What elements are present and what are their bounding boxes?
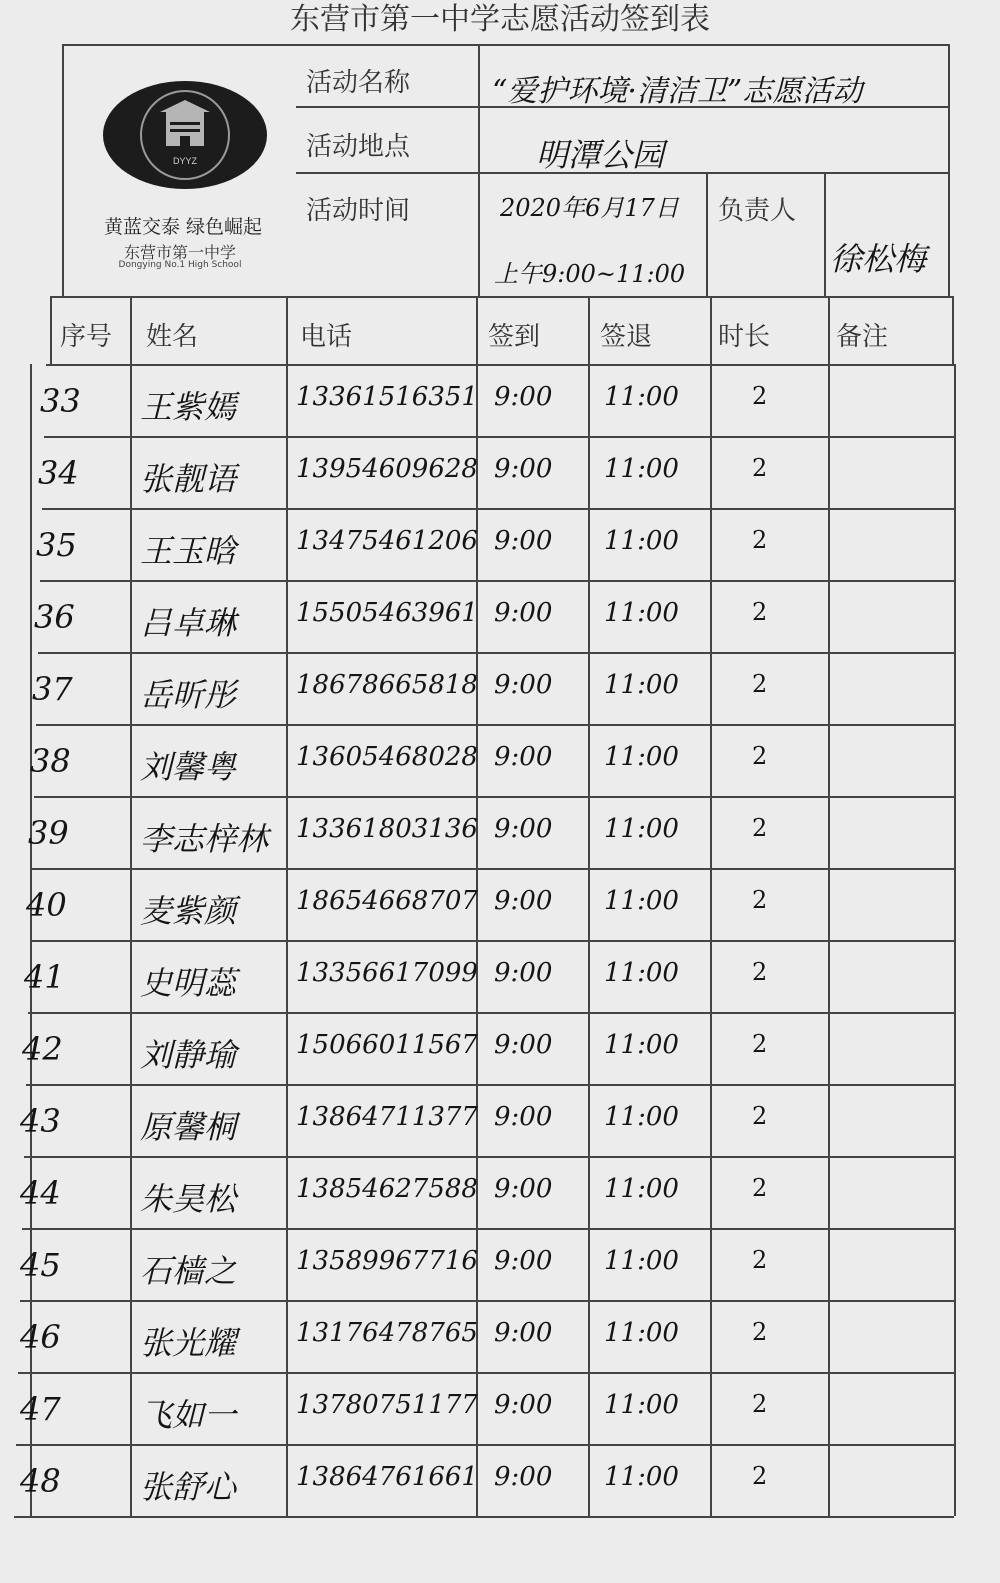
body-col-line (954, 364, 956, 1516)
row-line (44, 436, 954, 438)
header-line-3 (52, 296, 954, 298)
row-number: 34 (38, 454, 79, 492)
col-header-duration: 时长 (718, 322, 771, 352)
row-sign-in: 9:00 (494, 1462, 553, 1492)
row-name: 岳昕彤 (140, 676, 237, 714)
row-duration: 2 (752, 1318, 768, 1346)
row-sign-out: 11:00 (604, 598, 679, 628)
row-name: 飞如一 (140, 1396, 237, 1434)
row-number: 44 (20, 1174, 61, 1212)
row-line (16, 1444, 954, 1446)
col-header-sign-in: 签到 (488, 322, 541, 352)
row-phone: 13954609628 (296, 454, 478, 484)
row-phone: 13780751177 (296, 1390, 478, 1420)
row-sign-out: 11:00 (604, 1102, 679, 1132)
col-header-no: 序号 (60, 322, 113, 352)
row-name: 吕卓琳 (140, 604, 237, 642)
school-motto: 黄蓝交泰 绿色崛起 (103, 216, 263, 238)
row-sign-out: 11:00 (604, 1390, 679, 1420)
row-sign-out: 11:00 (604, 1462, 679, 1492)
row-duration: 2 (752, 1030, 768, 1058)
row-sign-out: 11:00 (604, 526, 679, 556)
row-duration: 2 (752, 1174, 768, 1202)
row-name: 李志梓林 (140, 820, 269, 858)
row-phone: 13864711377 (296, 1102, 478, 1132)
row-line (28, 1012, 954, 1014)
row-name: 王紫嫣 (140, 388, 237, 426)
school-name-en: Dongying No.1 High School (118, 260, 242, 270)
body-col-line (588, 364, 590, 1516)
row-sign-out: 11:00 (604, 670, 679, 700)
time-label: 活动时间 (306, 196, 411, 226)
row-sign-in: 9:00 (494, 1318, 553, 1348)
leader-divider-2 (824, 172, 826, 296)
body-col-line (130, 364, 132, 1516)
row-line (22, 1228, 954, 1230)
row-duration: 2 (752, 814, 768, 842)
leader-label: 负责人 (718, 196, 797, 226)
row-number: 40 (26, 886, 67, 924)
body-col-line (286, 364, 288, 1516)
row-line (40, 580, 954, 582)
row-sign-in: 9:00 (494, 1030, 553, 1060)
row-phone: 13361803136 (296, 814, 478, 844)
row-sign-out: 11:00 (604, 1318, 679, 1348)
row-line (24, 1156, 954, 1158)
leader-value: 徐松梅 (830, 240, 927, 278)
row-duration: 2 (752, 1390, 768, 1418)
row-number: 48 (20, 1462, 61, 1500)
row-sign-in: 9:00 (494, 958, 553, 988)
row-line (26, 1084, 954, 1086)
row-number: 38 (30, 742, 71, 780)
row-sign-out: 11:00 (604, 742, 679, 772)
row-phone: 13589967716 (296, 1246, 478, 1276)
row-number: 37 (32, 670, 73, 708)
row-duration: 2 (752, 598, 768, 626)
row-phone: 13356617099 (296, 958, 478, 988)
row-number: 43 (20, 1102, 61, 1140)
row-sign-in: 9:00 (494, 382, 553, 412)
col-header-name: 姓名 (146, 322, 199, 352)
header-col-line (710, 296, 712, 364)
row-phone: 15066011567 (296, 1030, 478, 1060)
row-duration: 2 (752, 742, 768, 770)
row-number: 46 (20, 1318, 61, 1356)
row-sign-in: 9:00 (494, 1102, 553, 1132)
leader-divider-1 (706, 172, 708, 296)
row-sign-in: 9:00 (494, 670, 553, 700)
row-number: 42 (22, 1030, 63, 1068)
row-sign-in: 9:00 (494, 886, 553, 916)
row-number: 36 (34, 598, 75, 636)
row-name: 张靓语 (140, 460, 237, 498)
page-title: 东营市第一中学志愿活动签到表 (290, 2, 710, 37)
row-duration: 2 (752, 1462, 768, 1490)
time-date: 2020年6月17日 (500, 194, 679, 222)
row-sign-out: 11:00 (604, 382, 679, 412)
row-line (32, 868, 954, 870)
row-phone: 18678665818 (296, 670, 478, 700)
table-right-border-top (948, 44, 950, 296)
row-phone: 15505463961 (296, 598, 478, 628)
row-line (18, 1372, 954, 1374)
activity-name-value: “爱护环境·清洁卫”志愿活动 (492, 74, 863, 109)
row-number: 41 (24, 958, 65, 996)
row-duration: 2 (752, 526, 768, 554)
row-number: 39 (28, 814, 69, 852)
row-phone: 13864761661 (296, 1462, 478, 1492)
row-phone: 13475461206 (296, 526, 478, 556)
row-line (30, 940, 954, 942)
row-phone: 13854627588 (296, 1174, 478, 1204)
row-number: 33 (40, 382, 81, 420)
row-duration: 2 (752, 958, 768, 986)
row-number: 35 (36, 526, 77, 564)
header-right-border (952, 296, 954, 364)
row-name: 原馨桐 (140, 1108, 237, 1146)
row-name: 史明蕊 (140, 964, 237, 1002)
row-duration: 2 (752, 886, 768, 914)
row-phone: 18654668707 (296, 886, 478, 916)
row-number: 45 (20, 1246, 61, 1284)
row-sign-in: 9:00 (494, 742, 553, 772)
location-label: 活动地点 (306, 132, 411, 162)
row-duration: 2 (752, 1246, 768, 1274)
row-line (38, 652, 954, 654)
row-duration: 2 (752, 382, 768, 410)
row-line (46, 364, 954, 366)
row-name: 麦紫颜 (140, 892, 237, 930)
school-name: 东营市第一中学 (123, 243, 236, 262)
header-left-border (50, 296, 52, 364)
row-sign-out: 11:00 (604, 814, 679, 844)
row-sign-in: 9:00 (494, 454, 553, 484)
row-sign-out: 11:00 (604, 958, 679, 988)
header-col-line (828, 296, 830, 364)
row-sign-in: 9:00 (494, 1390, 553, 1420)
location-value: 明潭公园 (536, 136, 665, 174)
row-name: 张光耀 (140, 1324, 237, 1362)
body-col-line (710, 364, 712, 1516)
header-col-line (588, 296, 590, 364)
row-sign-in: 9:00 (494, 598, 553, 628)
row-sign-out: 11:00 (604, 454, 679, 484)
row-line (34, 796, 954, 798)
row-name: 王玉晗 (140, 532, 237, 570)
row-sign-out: 11:00 (604, 886, 679, 916)
header-divider (478, 44, 480, 296)
row-name: 张舒心 (140, 1468, 237, 1506)
row-line (42, 508, 954, 510)
row-duration: 2 (752, 454, 768, 482)
row-number: 47 (20, 1390, 61, 1428)
header-col-line (476, 296, 478, 364)
table-top-border (62, 44, 950, 46)
row-name: 石樯之 (140, 1252, 237, 1290)
row-sign-out: 11:00 (604, 1030, 679, 1060)
row-line (36, 724, 954, 726)
col-header-note: 备注 (836, 322, 889, 352)
row-sign-in: 9:00 (494, 814, 553, 844)
row-duration: 2 (752, 670, 768, 698)
row-line (14, 1516, 954, 1518)
row-phone: 13605468028 (296, 742, 478, 772)
row-sign-out: 11:00 (604, 1246, 679, 1276)
school-logo (100, 78, 270, 193)
row-name: 刘馨粤 (140, 748, 237, 786)
logo-emblem-text: DYYZ (172, 156, 198, 166)
header-col-line (130, 296, 132, 364)
activity-name-label: 活动名称 (306, 68, 411, 98)
row-duration: 2 (752, 1102, 768, 1130)
row-sign-in: 9:00 (494, 526, 553, 556)
row-sign-in: 9:00 (494, 1174, 553, 1204)
body-col-line (828, 364, 830, 1516)
col-header-sign-out: 签退 (600, 322, 653, 352)
time-range: 上午9:00~11:00 (494, 260, 686, 288)
header-col-line (286, 296, 288, 364)
table-left-border-top (62, 44, 64, 296)
col-header-phone: 电话 (300, 322, 353, 352)
row-name: 刘静瑜 (140, 1036, 237, 1074)
row-name: 朱昊松 (140, 1180, 237, 1218)
row-phone: 13361516351 (296, 382, 478, 412)
row-sign-out: 11:00 (604, 1174, 679, 1204)
row-line (20, 1300, 954, 1302)
row-sign-in: 9:00 (494, 1246, 553, 1276)
row-phone: 13176478765 (296, 1318, 478, 1348)
